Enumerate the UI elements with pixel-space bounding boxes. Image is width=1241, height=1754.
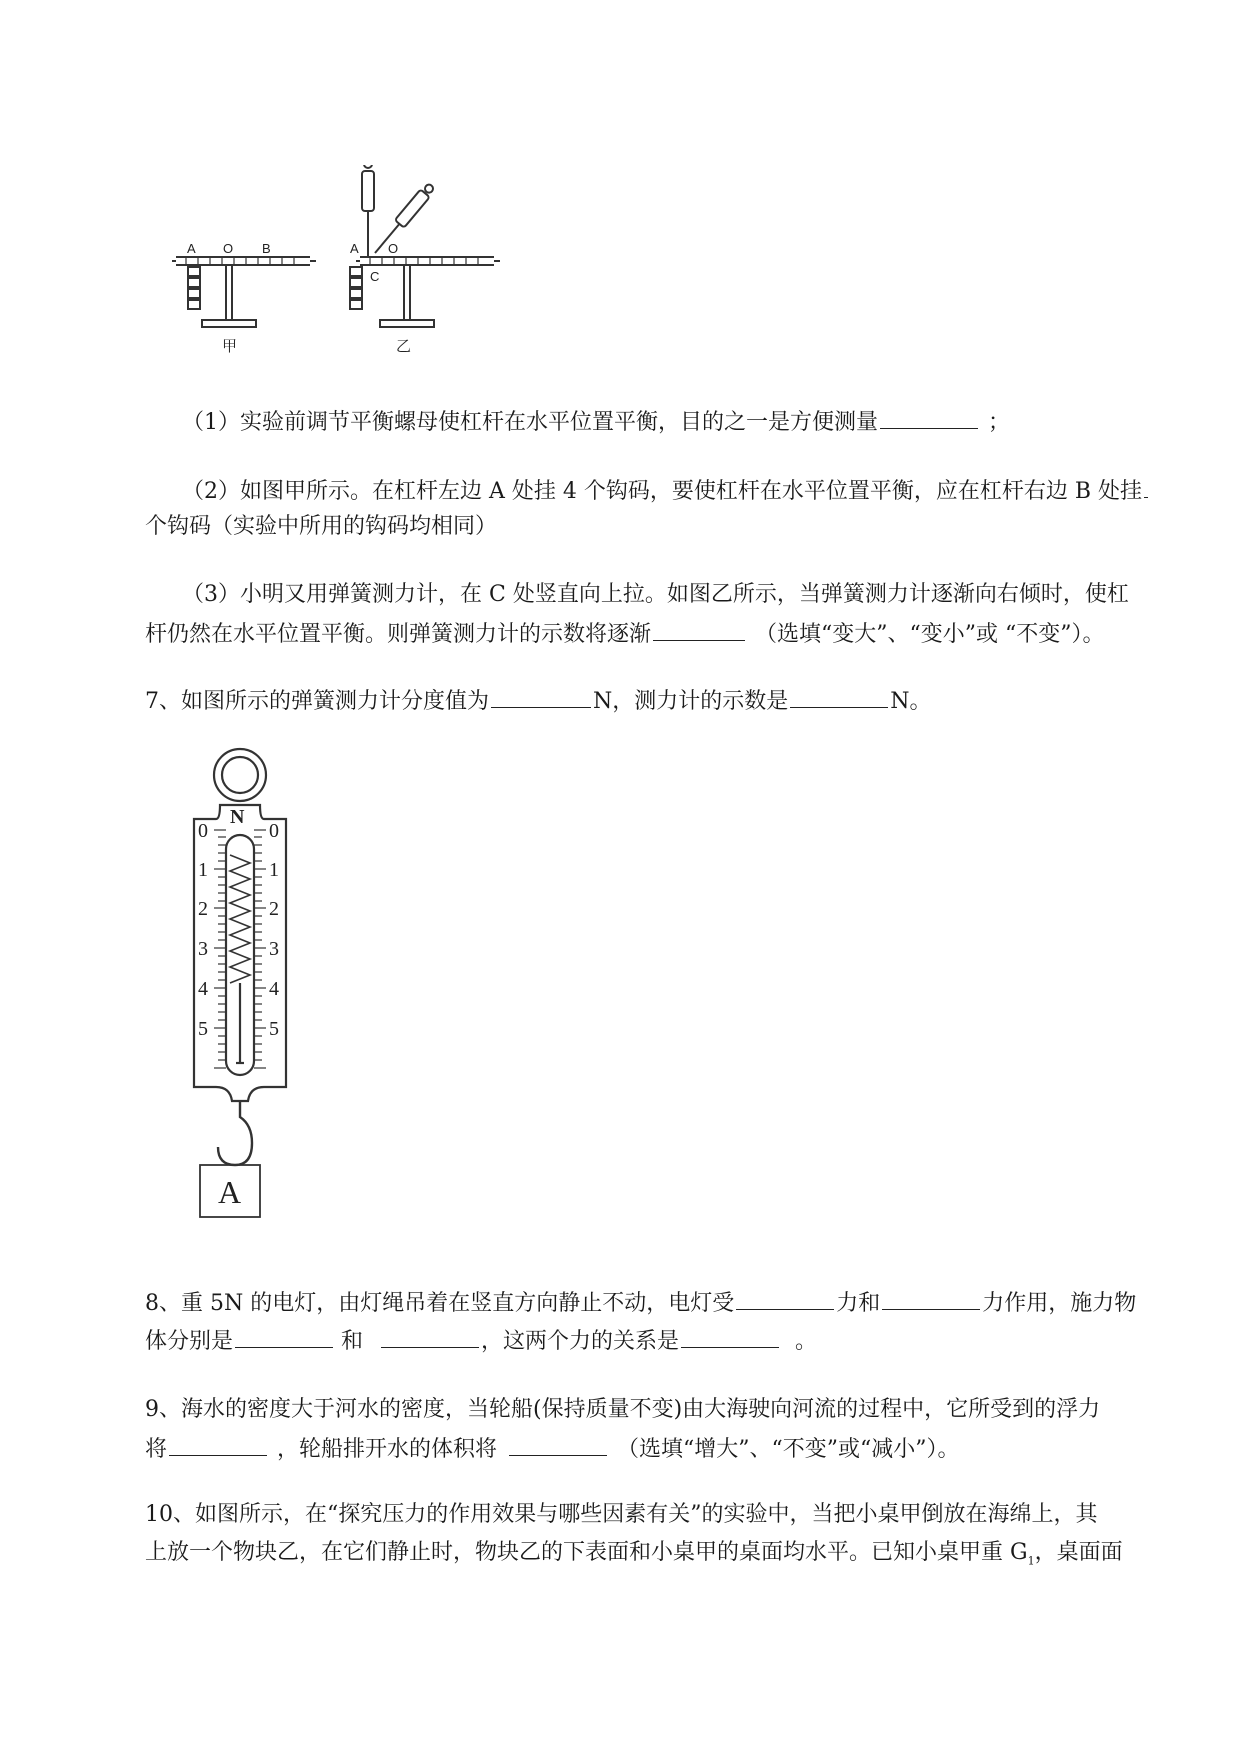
q10-subscript: 1 (1027, 1554, 1035, 1568)
lever-panel-left (172, 257, 316, 327)
q8-blank-relation[interactable] (681, 1325, 779, 1348)
scale-left-3: 3 (198, 938, 208, 960)
scale-right-4: 4 (269, 978, 279, 1000)
scale-left-5: 5 (198, 1018, 208, 1040)
scale-left-0: 0 (198, 820, 208, 842)
q8-text-b: 力和 (836, 1291, 881, 1316)
lever-label-b-left: B (262, 241, 271, 256)
q8-line2 (145, 1325, 817, 1357)
q6-part3-blank[interactable] (653, 618, 745, 641)
q7-question (145, 685, 932, 717)
q9-text-a: 9、海水的密度大于河水的密度，当轮船(保持质量不变)由大海驶向河流的过程中，它所受到的浮力 (145, 1397, 1101, 1422)
q6-part3-line2 (145, 618, 1105, 650)
q9-blank-buoyancy[interactable] (169, 1433, 267, 1456)
q9-options: （选填“增大”、“不变”或“减小”）。 (617, 1437, 960, 1462)
q10-line2 (145, 1538, 1123, 1576)
q8-blank-exerter1[interactable] (235, 1325, 333, 1348)
q6-part2-line2 (145, 512, 497, 542)
lever-caption-jia: 甲 (222, 337, 238, 355)
q6-part3-text-cont: 杆仍然在水平位置平衡。则弹簧测力计的示数将逐渐 (145, 622, 652, 647)
q8-text-d: 体分别是 (145, 1329, 234, 1354)
lever-label-o-right: O (388, 241, 399, 256)
hanging-block-label: A (218, 1174, 242, 1210)
q9-text-c: ，轮船排开水的体积将 (277, 1437, 498, 1462)
q8-text-g: 。 (795, 1329, 818, 1354)
q7-text-a: 7、如图所示的弹簧测力计分度值为 (145, 689, 489, 714)
q8-line1 (145, 1287, 1136, 1319)
lever-label-o-left: O (223, 241, 234, 256)
q10-text-a: 10、如图所示，在“探究压力的作用效果与哪些因素有关”的实验中，当把小桌甲倒放在海绵上，其 (145, 1502, 1098, 1527)
q9-text-b: 将 (145, 1437, 168, 1462)
q6-part1 (182, 406, 1010, 438)
q10-line1 (145, 1500, 1098, 1530)
q8-text-c: 力作用，施力物 (982, 1291, 1137, 1316)
q8-blank-force2[interactable] (882, 1287, 980, 1310)
q9-blank-volume[interactable] (509, 1433, 607, 1456)
scale-right-1: 1 (269, 859, 279, 881)
q7-text-b: N，测力计的示数是 (593, 689, 789, 714)
q10-text-b: 上放一个物块乙，在它们静止时，物块乙的下表面和小桌甲的桌面均水平。已知小桌甲重 G (145, 1540, 1028, 1565)
q6-part1-tail: ； (988, 410, 1011, 435)
q7-text-c: N。 (890, 689, 932, 714)
scale-left-4: 4 (198, 978, 208, 1000)
scale-right-3: 3 (269, 938, 279, 960)
q7-blank-division[interactable] (491, 685, 591, 708)
q6-part2-text-cont: 个钩码（实验中所用的钩码均相同） (145, 514, 498, 539)
q8-text-f: ，这两个力的关系是 (481, 1329, 680, 1354)
spring-scale-unit-label: N (230, 806, 245, 828)
q10-text-c: ，桌面面 (1034, 1540, 1123, 1565)
scale-right-5: 5 (269, 1018, 279, 1040)
scale-right-2: 2 (269, 898, 279, 920)
q9-line2 (145, 1433, 960, 1465)
q6-part1-text: （1）实验前调节平衡螺母使杠杆在水平位置平衡，目的之一是方便测量 (182, 410, 878, 435)
scale-left-2: 2 (198, 898, 208, 920)
lever-label-a-right: A (350, 241, 359, 256)
spring-scale-figure (190, 745, 310, 1245)
q8-blank-exerter2[interactable] (381, 1325, 479, 1348)
q7-blank-reading[interactable] (790, 685, 888, 708)
q6-part2-blank[interactable] (1144, 475, 1148, 498)
lever-label-a-left: A (187, 241, 196, 256)
q6-part3-text: （3）小明又用弹簧测力计，在 C 处竖直向上拉。如图乙所示，当弹簧测力计逐渐向右倾时，使杠 (182, 582, 1129, 607)
q8-blank-force1[interactable] (736, 1287, 834, 1310)
lever-figure (170, 165, 520, 365)
q6-part1-blank[interactable] (880, 406, 978, 429)
scale-right-0: 0 (269, 820, 279, 842)
scale-left-1: 1 (198, 859, 208, 881)
lever-panel-right (350, 165, 500, 327)
q8-text-a: 8、重 5N 的电灯，由灯绳吊着在竖直方向静止不动，电灯受 (145, 1291, 735, 1316)
q6-part2-line1 (182, 475, 1150, 507)
q6-part3-options: （选填“变大”、“变小”或 “不变”）。 (755, 622, 1105, 647)
q8-text-e: 和 (341, 1329, 364, 1354)
lever-label-c-right: C (370, 269, 380, 284)
q9-line1 (145, 1395, 1100, 1425)
q6-part3-line1 (182, 580, 1129, 610)
lever-caption-yi: 乙 (396, 337, 412, 355)
q6-part2-text: （2）如图甲所示。在杠杆左边 A 处挂 4 个钩码，要使杠杆在水平位置平衡，应在杠杆右边 B 处挂 (182, 479, 1143, 504)
